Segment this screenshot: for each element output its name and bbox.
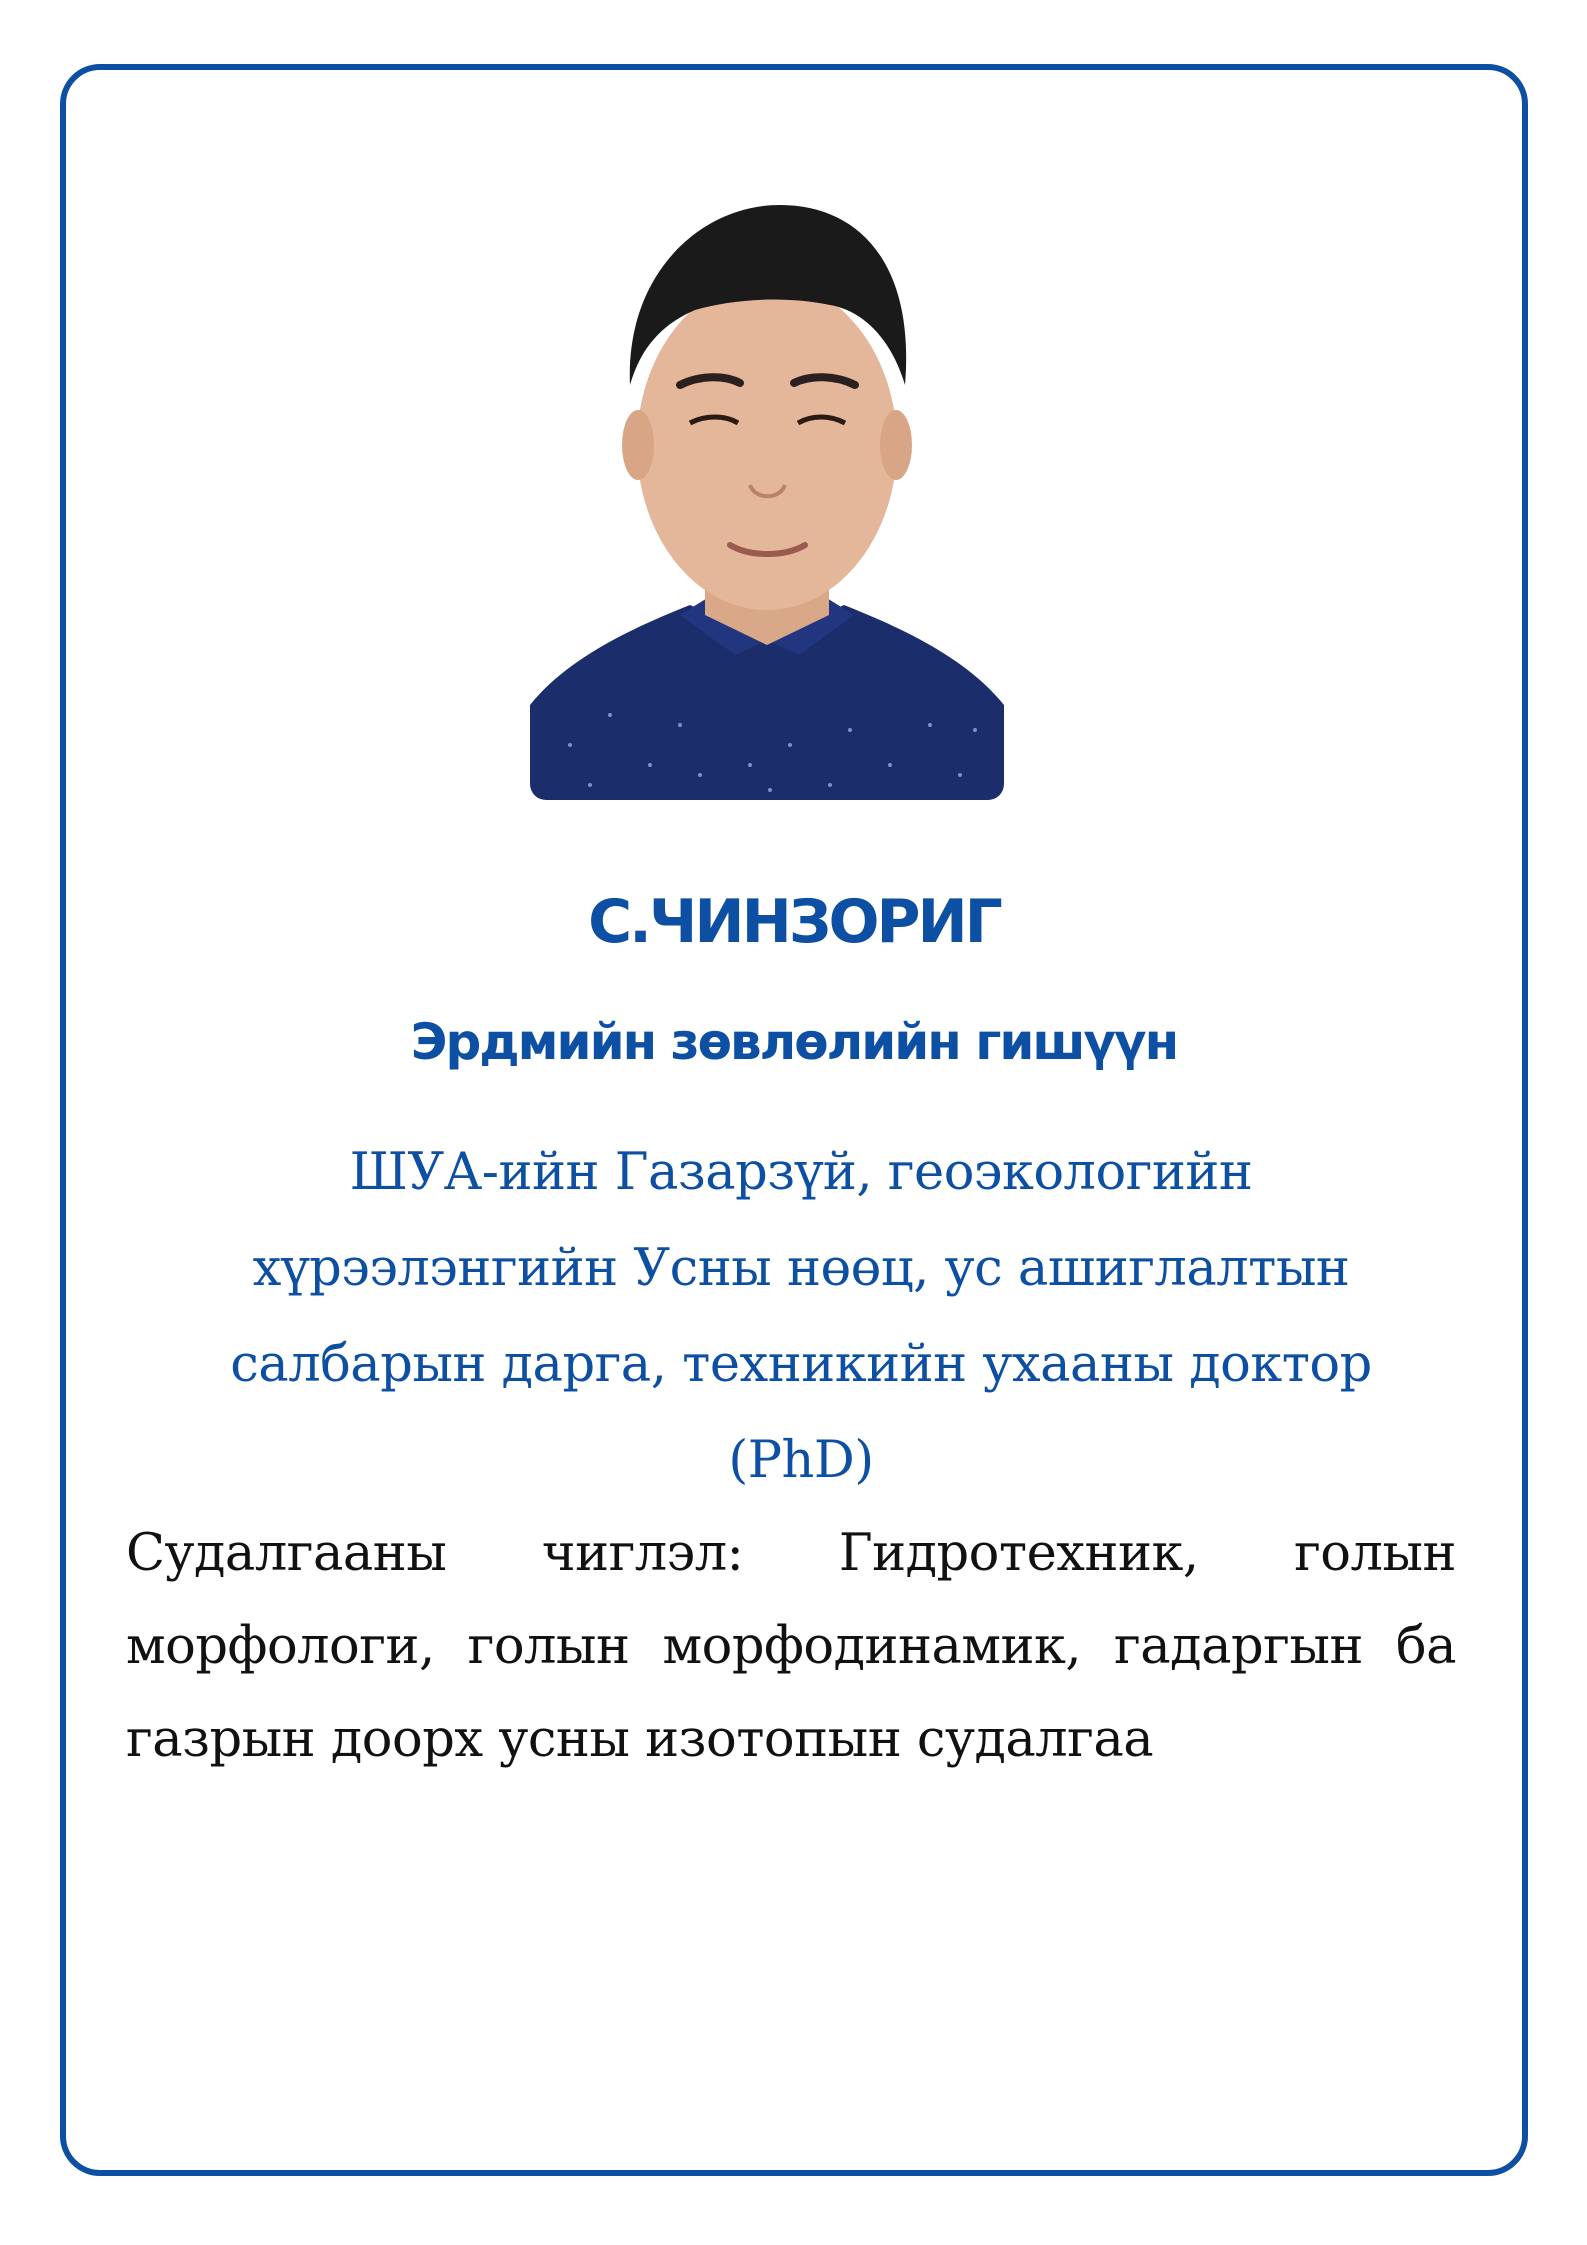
portrait-illustration [530,185,1004,800]
profile-card [60,64,1528,2176]
person-role: Эрдмийн зөвлөлийн гишүүн [410,1013,1178,1071]
research-direction: Судалгааны чиглэл: Гидротехник, голын морфологи, голын морфодинамик, гадаргын ба газрын доорх усны изотопын судалгаа [126,1524,1456,1769]
portrait-photo [530,185,1004,800]
person-name: С.ЧИНЗОРИГ [588,887,1000,957]
person-affiliation: ШУА-ийн Газарзүй, геоэкологийн хүрээлэнгийн Усны нөөц, ус ашиглалтын салбарын дарга, техникийн ухааны доктор (PhD) [230,1143,1372,1490]
